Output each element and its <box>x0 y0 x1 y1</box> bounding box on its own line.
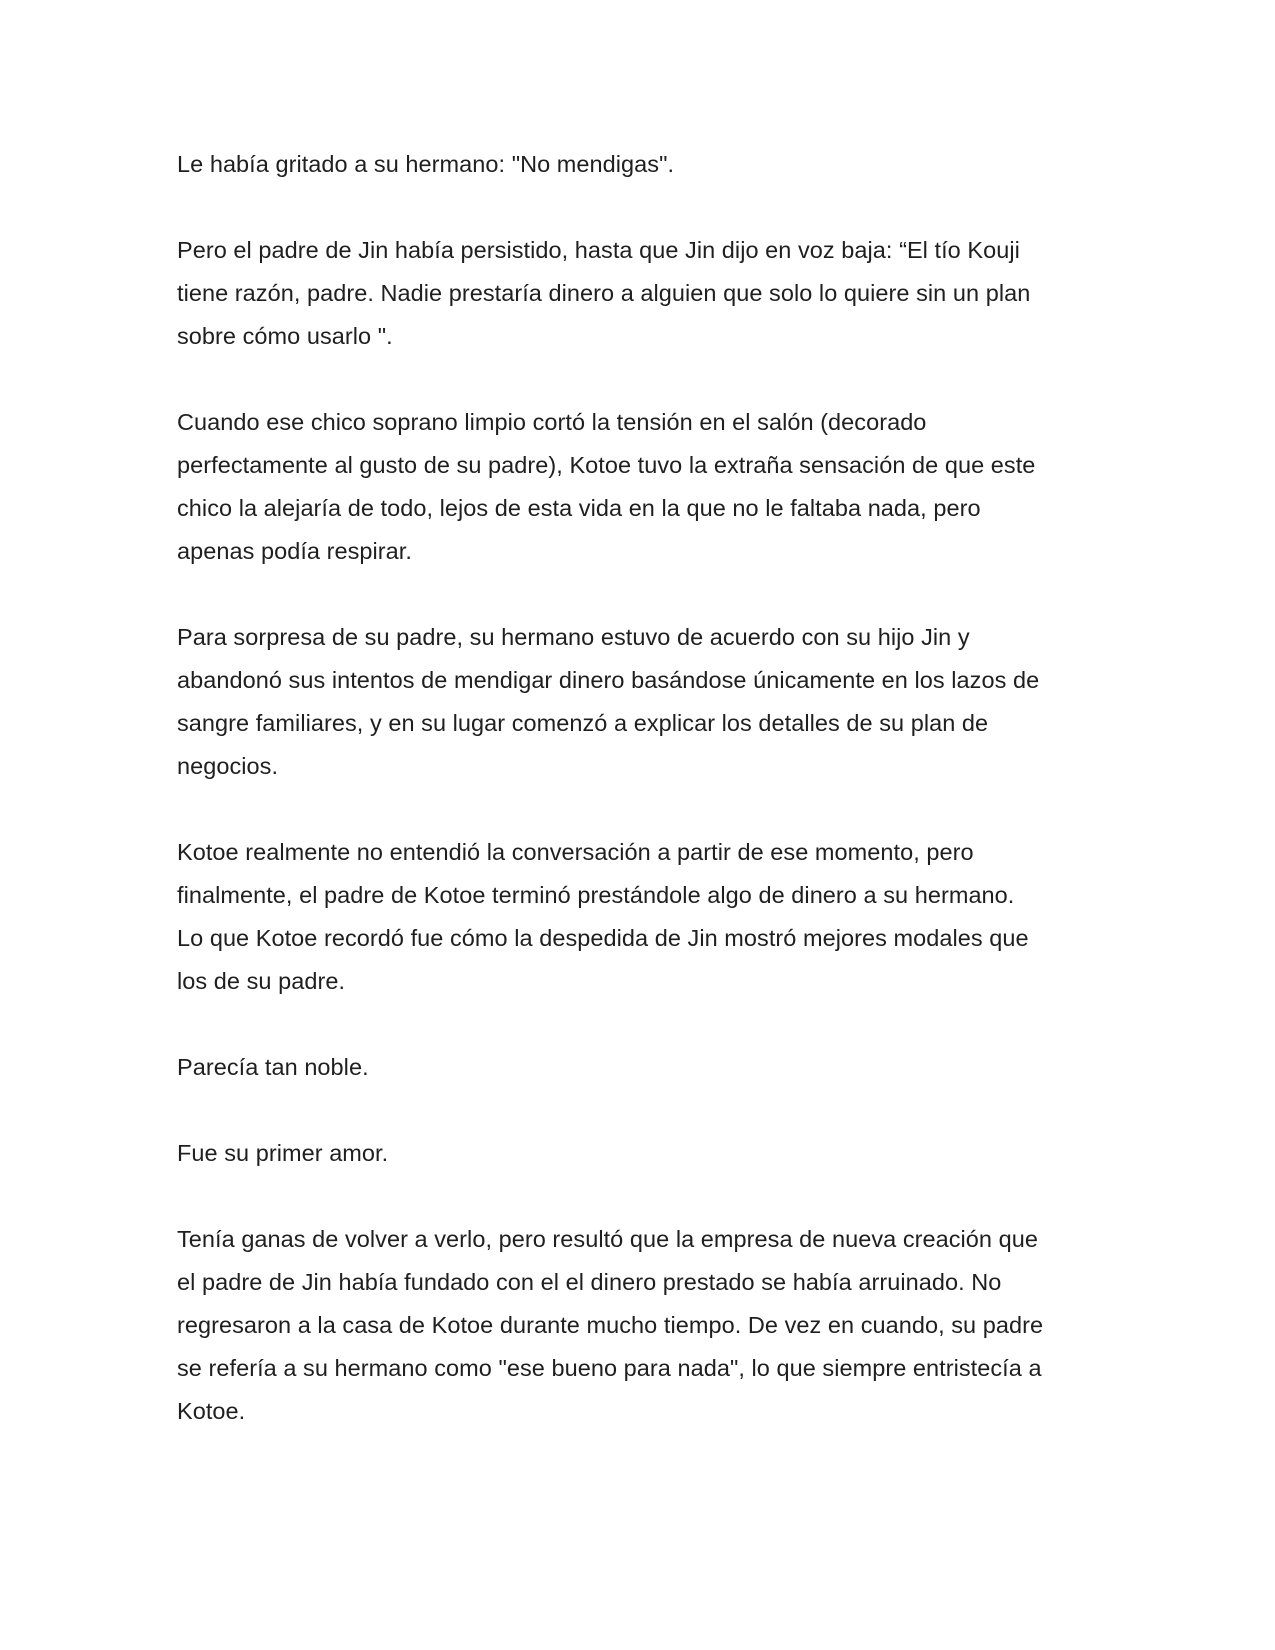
paragraph-4: Para sorpresa de su padre, su hermano estuvo de acuerdo con su hijo Jin y abandonó sus intentos de mendigar dinero basándose únicamente en los lazos de sangre familiares, y en su lugar comenzó a explicar los detalles de su plan de negocios. <box>177 624 1040 779</box>
document-body <box>177 143 1107 1433</box>
paragraph-5: Kotoe realmente no entendió la conversación a partir de ese momento, pero finalmente, el padre de Kotoe terminó prestándole algo de dinero a su hermano. Lo que Kotoe recordó fue cómo la despedida de Jin mostró mejores modales que los de su padre. <box>177 839 1029 994</box>
paragraph-1: Le había gritado a su hermano: "No mendigas". <box>177 151 675 177</box>
paragraph-8: Tenía ganas de volver a verlo, pero resultó que la empresa de nueva creación que el padre de Jin había fundado con el el dinero prestado se había arruinado. No regresaron a la casa de Kotoe durante mucho tiempo. De vez en cuando, su padre se refería a su hermano como "ese bueno para nada", lo que siempre entristecía a Kotoe. <box>177 1226 1044 1424</box>
paragraph-2: Pero el padre de Jin había persistido, hasta que Jin dijo en voz baja: “El tío Kouji tiene razón, padre. Nadie prestaría dinero a alguien que solo lo quiere sin un plan sobre cómo usarlo ". <box>177 237 1031 349</box>
paragraph-3: Cuando ese chico soprano limpio cortó la tensión en el salón (decorado perfectamente al gusto de su padre), Kotoe tuvo la extraña sensación de que este chico la alejaría de todo, lejos de esta vida en la que no le faltaba nada, pero apenas podía respirar. <box>177 409 1036 564</box>
paragraph-7: Fue su primer amor. <box>177 1140 389 1166</box>
paragraph-6: Parecía tan noble. <box>177 1054 369 1080</box>
